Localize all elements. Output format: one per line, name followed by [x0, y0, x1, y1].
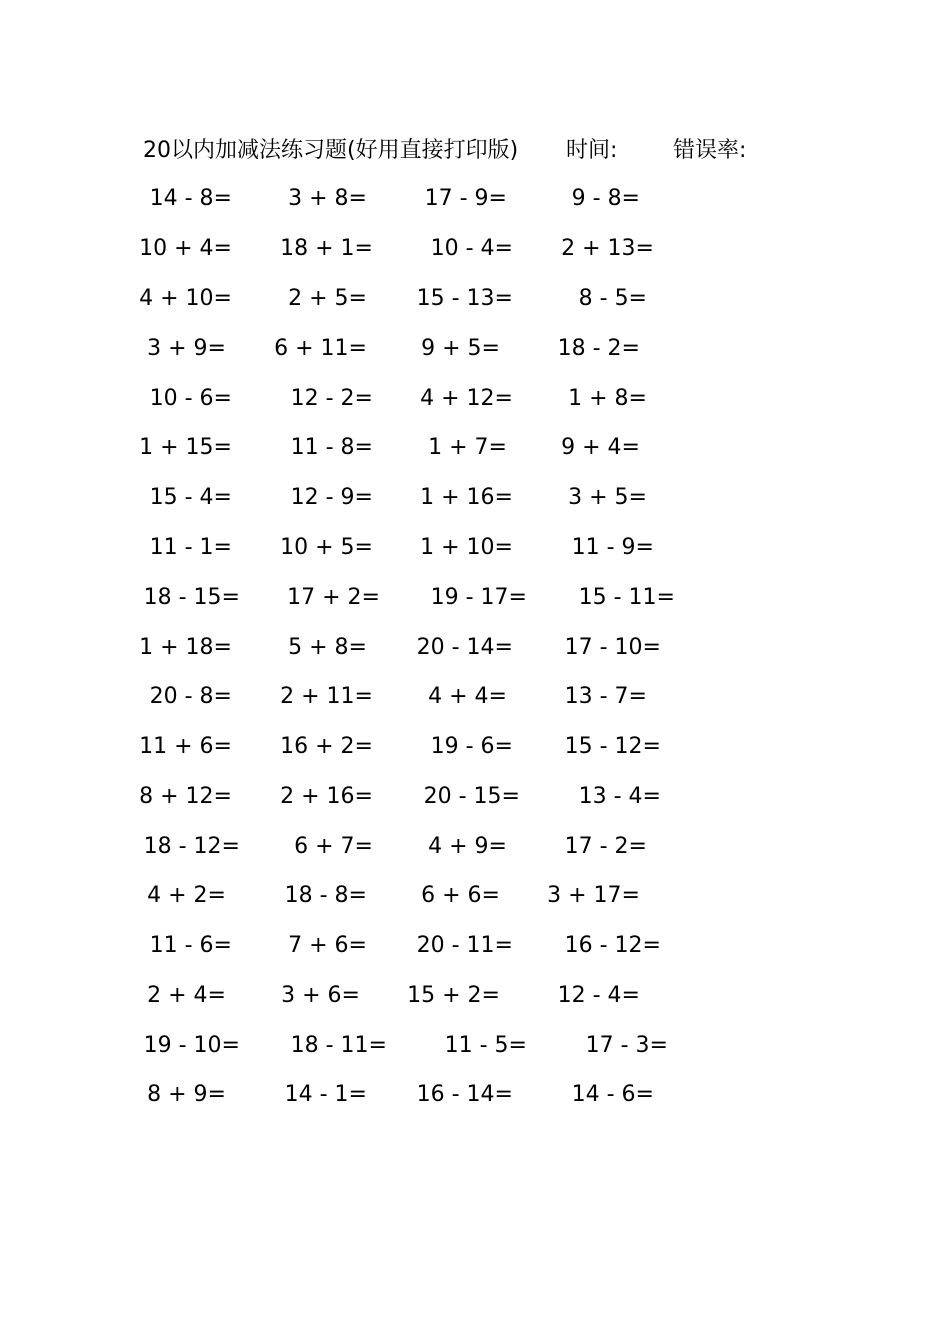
- problem-r1-c4: 9 - 8=: [571, 186, 640, 211]
- problem-r8-c4: 11 - 9=: [571, 535, 654, 560]
- problem-r2-c4: 2 + 13=: [561, 236, 654, 261]
- problem-r15-c2: 18 - 8=: [284, 883, 367, 908]
- problem-r7-c2: 12 - 9=: [290, 485, 373, 510]
- problem-r17-c3: 15 + 2=: [407, 983, 500, 1008]
- problem-r16-c4: 16 - 12=: [564, 933, 661, 958]
- problem-r11-c3: 4 + 4=: [428, 684, 507, 709]
- problem-r1-c3: 17 - 9=: [424, 186, 507, 211]
- problem-r13-c1: 8 + 12=: [139, 784, 232, 809]
- problem-r6-c4: 9 + 4=: [561, 435, 640, 460]
- problem-r11-c4: 13 - 7=: [564, 684, 647, 709]
- problem-r13-c2: 2 + 16=: [280, 784, 373, 809]
- problem-r18-c2: 18 - 11=: [290, 1033, 387, 1058]
- problem-r16-c1: 11 - 6=: [149, 933, 232, 958]
- problem-r5-c4: 1 + 8=: [568, 386, 647, 411]
- problem-r10-c3: 20 - 14=: [416, 635, 513, 660]
- time-label: 时间:: [566, 138, 618, 163]
- problem-r5-c2: 12 - 2=: [290, 386, 373, 411]
- problem-r13-c4: 13 - 4=: [578, 784, 661, 809]
- problem-r7-c3: 1 + 16=: [420, 485, 513, 510]
- problem-r15-c1: 4 + 2=: [147, 883, 226, 908]
- problem-r16-c2: 7 + 6=: [288, 933, 367, 958]
- problem-r18-c3: 11 - 5=: [444, 1033, 527, 1058]
- worksheet-header: [143, 134, 923, 168]
- problem-r15-c4: 3 + 17=: [547, 883, 640, 908]
- problem-r19-c2: 14 - 1=: [284, 1082, 367, 1107]
- problem-r9-c3: 19 - 17=: [430, 585, 527, 610]
- problem-r19-c4: 14 - 6=: [571, 1082, 654, 1107]
- problem-r3-c2: 2 + 5=: [288, 286, 367, 311]
- problem-r9-c1: 18 - 15=: [143, 585, 240, 610]
- problem-r6-c1: 1 + 15=: [139, 435, 232, 460]
- problem-r6-c3: 1 + 7=: [428, 435, 507, 460]
- problem-r9-c4: 15 - 11=: [578, 585, 675, 610]
- problem-r5-c3: 4 + 12=: [420, 386, 513, 411]
- problem-r1-c1: 14 - 8=: [149, 186, 232, 211]
- problem-r11-c1: 20 - 8=: [149, 684, 232, 709]
- problem-r6-c2: 11 - 8=: [290, 435, 373, 460]
- problem-r8-c1: 11 - 1=: [149, 535, 232, 560]
- problem-r10-c2: 5 + 8=: [288, 635, 367, 660]
- problem-r14-c1: 18 - 12=: [143, 834, 240, 859]
- problem-r4-c3: 9 + 5=: [421, 336, 500, 361]
- problem-r19-c1: 8 + 9=: [147, 1082, 226, 1107]
- problem-r14-c3: 4 + 9=: [428, 834, 507, 859]
- problem-r10-c4: 17 - 10=: [564, 635, 661, 660]
- problem-r2-c1: 10 + 4=: [139, 236, 232, 261]
- problem-r16-c3: 20 - 11=: [416, 933, 513, 958]
- worksheet-title: 20以内加减法练习题(好用直接打印版): [143, 138, 519, 163]
- problem-r18-c1: 19 - 10=: [143, 1033, 240, 1058]
- problem-r7-c4: 3 + 5=: [568, 485, 647, 510]
- problem-r18-c4: 17 - 3=: [585, 1033, 668, 1058]
- problem-r12-c4: 15 - 12=: [564, 734, 661, 759]
- problem-r17-c1: 2 + 4=: [147, 983, 226, 1008]
- problem-r15-c3: 6 + 6=: [421, 883, 500, 908]
- problem-r8-c2: 10 + 5=: [280, 535, 373, 560]
- problem-r12-c1: 11 + 6=: [139, 734, 232, 759]
- problem-r2-c3: 10 - 4=: [430, 236, 513, 261]
- problem-r17-c2: 3 + 6=: [281, 983, 360, 1008]
- problem-r3-c1: 4 + 10=: [139, 286, 232, 311]
- problem-r4-c4: 18 - 2=: [557, 336, 640, 361]
- problem-r17-c4: 12 - 4=: [557, 983, 640, 1008]
- problem-r10-c1: 1 + 18=: [139, 635, 232, 660]
- problem-r4-c1: 3 + 9=: [147, 336, 226, 361]
- problem-r3-c4: 8 - 5=: [578, 286, 647, 311]
- problem-r7-c1: 15 - 4=: [149, 485, 232, 510]
- problem-r12-c2: 16 + 2=: [280, 734, 373, 759]
- problem-r4-c2: 6 + 11=: [274, 336, 367, 361]
- problem-r8-c3: 1 + 10=: [420, 535, 513, 560]
- error-rate-label: 错误率:: [673, 138, 747, 163]
- problem-r14-c4: 17 - 2=: [564, 834, 647, 859]
- problem-r9-c2: 17 + 2=: [287, 585, 380, 610]
- problem-r14-c2: 6 + 7=: [294, 834, 373, 859]
- problem-r11-c2: 2 + 11=: [280, 684, 373, 709]
- problem-r2-c2: 18 + 1=: [280, 236, 373, 261]
- problem-r19-c3: 16 - 14=: [416, 1082, 513, 1107]
- problem-r1-c2: 3 + 8=: [288, 186, 367, 211]
- problem-r5-c1: 10 - 6=: [149, 386, 232, 411]
- problem-r13-c3: 20 - 15=: [423, 784, 520, 809]
- problem-r12-c3: 19 - 6=: [430, 734, 513, 759]
- problem-r3-c3: 15 - 13=: [416, 286, 513, 311]
